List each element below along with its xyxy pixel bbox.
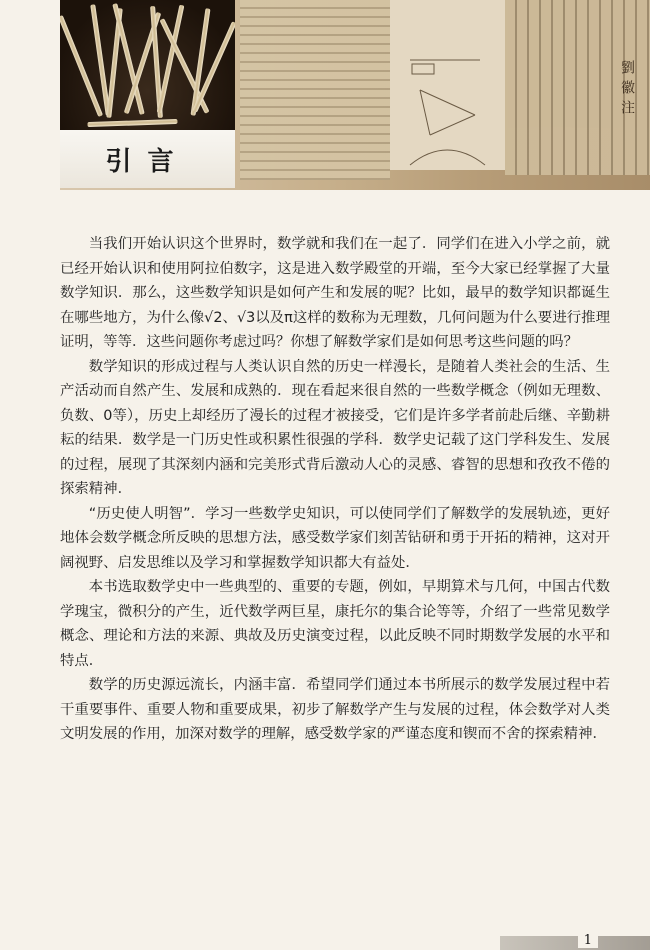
page-number: 1: [578, 933, 598, 948]
footer-bar: [500, 936, 650, 950]
counting-rods-photo: [60, 0, 235, 130]
paragraph-2: 数学知识的形成过程与人类认识自然的历史一样漫长，是随着人类社会的生活、生产活动而自然产生、发展和成熟的．现在看起来很自然的一些数学概念（例如无理数、负数、0等），历史上却经历了漫长的过程才被接受，它们是许多学者前赴后继、辛勤耕耘的结果．数学是一门历史性或积累性很强的学科．数学史记载了这门学科发生、发展的过程，展现了其深刻内涵和完美形式背后激动人心的灵感、睿智的思想和孜孜不倦的探索精神．: [60, 358, 610, 497]
latin-manuscript-image: [240, 0, 390, 180]
paragraph-3: “历史使人明智”．学习一些数学史知识，可以使同学们了解数学的发展轨迹，更好地体会数学概念所反映的思想方法，感受数学家们刻苦钻研和勇于开拓的精神，这对开阔视野、启发思维以及学习和掌握数学知识都大有益处．: [60, 505, 610, 571]
book-column-label: 劉徽注: [619, 60, 635, 120]
ancient-chinese-text-image: [505, 0, 650, 175]
paragraph-1: 当我们开始认识这个世界时，数学就和我们在一起了．同学们在进入小学之前，就已经开始认识和使用阿拉伯数字，这是进入数学殿堂的开端，至今大家已经掌握了大量数学知识．那么，这些数学知识是如何产生和发展的呢？比如，最早的数学知识都诞生在哪些地方，为什么像√2、√3以及π这样的数称为无理数，几何问题为什么要进行推理证明，等等．这些问题你考虑过吗？你想了解数学家们是如何思考这些问题的吗？: [60, 236, 610, 350]
geometry-diagram-image: [390, 0, 505, 170]
chapter-title: 引言: [105, 146, 190, 177]
paragraph-4: 本书选取数学史中一些典型的、重要的专题，例如，早期算术与几何，中国古代数学瑰宝，微积分的产生，近代数学两巨星，康托尔的集合论等等，介绍了一些常见数学概念、理论和方法的来源、典故及历史演变过程，以此反映不同时期数学发展的水平和特点．: [60, 579, 610, 669]
chapter-title-block: [60, 130, 235, 188]
paragraph-5: 数学的历史源远流长，内涵丰富．希望同学们通过本书所展示的数学发展过程中若干重要事件、重要人物和重要成果，初步了解数学产生与发展的过程，体会数学对人类文明发展的作用，加深对数学的理解，感受数学家的严谨态度和锲而不舍的探索精神．: [60, 677, 610, 742]
intro-text: [60, 232, 610, 747]
